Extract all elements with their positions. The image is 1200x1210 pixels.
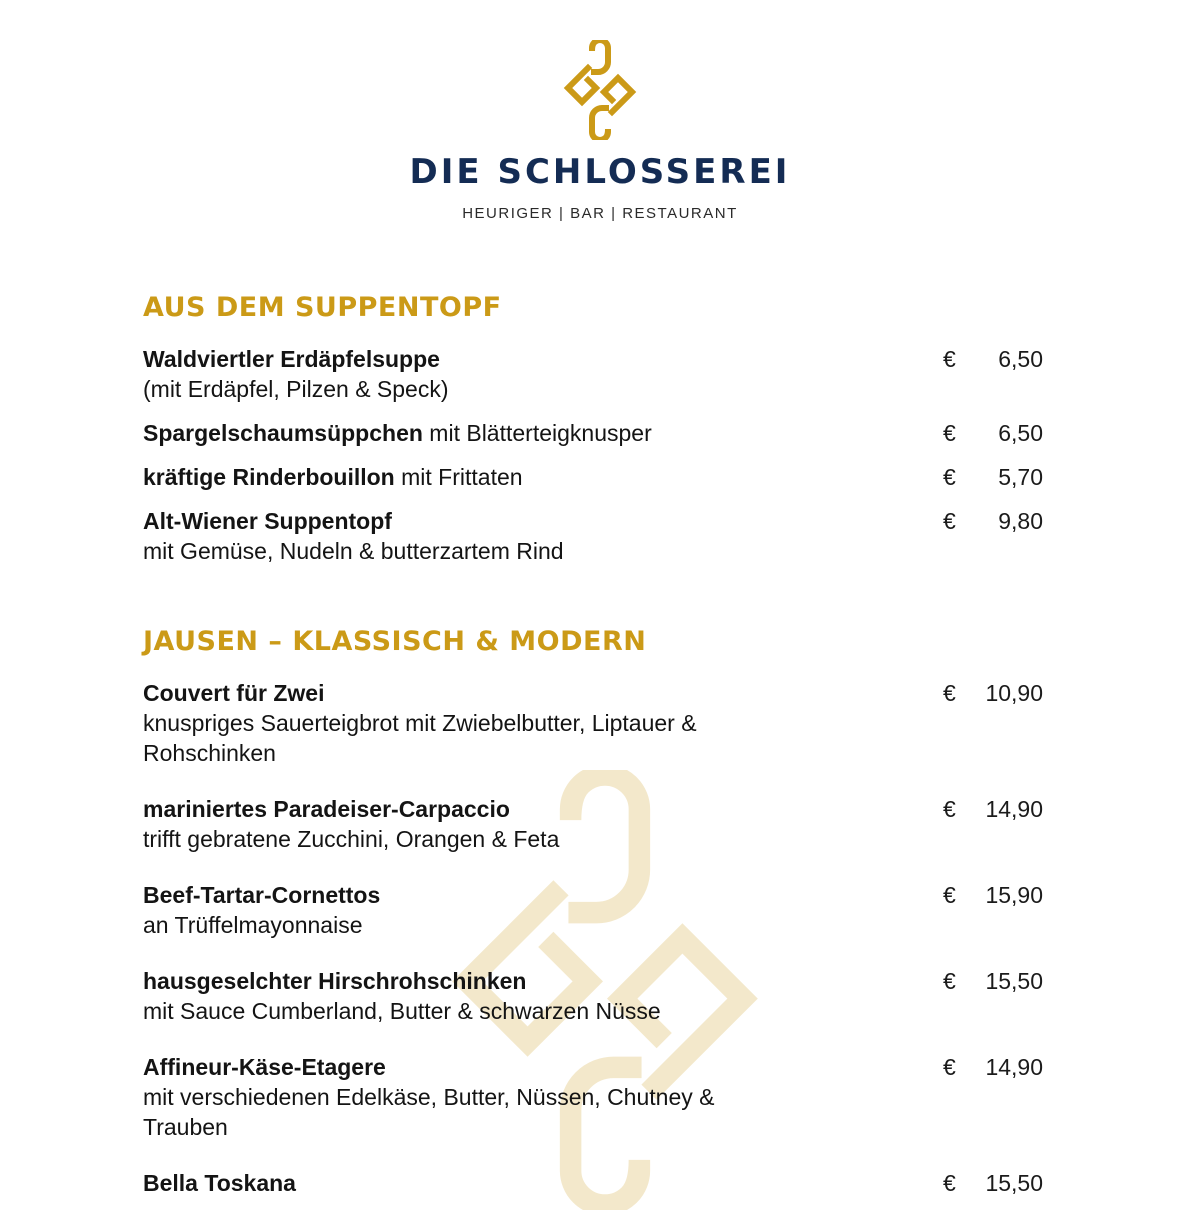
currency-symbol: € [943,796,956,822]
menu-item-price [943,966,1043,996]
menu-item-price [943,1052,1043,1082]
menu-item-name: Affineur-Käse-Etagere [143,1054,386,1080]
menu-item-price [943,418,1043,448]
currency-symbol: € [943,420,956,446]
price-value: 9,80 [998,508,1043,534]
currency-symbol: € [943,346,956,372]
menu-item-name: Alt-Wiener Suppentopf [143,508,392,534]
menu-item-text [143,1052,803,1142]
menu-item [143,462,1043,492]
menu-item [143,418,1043,448]
currency-symbol: € [943,882,956,908]
price-value: 14,90 [985,796,1043,822]
section-suppentopf [143,286,1043,566]
menu-item-desc: mit verschiedenen Edelkäse, Butter, Nüssen, Chutney & Trauben [143,1084,715,1140]
brand-tagline: HEURIGER | BAR | RESTAURANT [462,205,738,222]
menu-item [143,1168,1043,1198]
price-value: 5,70 [998,464,1043,490]
menu-item-price [943,344,1043,374]
menu-item-text [143,418,803,448]
menu-item-text [143,1168,803,1198]
menu-item-list [143,344,1043,566]
menu-item-price [943,462,1043,492]
price-value: 15,50 [985,1170,1043,1196]
menu-item-desc: an Trüffelmayonnaise [143,912,363,938]
price-value: 6,50 [998,346,1043,372]
price-value: 15,90 [985,882,1043,908]
menu-item-price [943,506,1043,536]
section-title: AUS DEM SUPPENTOPF [143,292,502,323]
menu-item-name: Bella Toskana [143,1170,296,1196]
currency-symbol: € [943,1170,956,1196]
menu-item-name: Waldviertler Erdäpfelsuppe [143,346,440,372]
menu-content [143,286,1043,1198]
menu-item-desc: trifft gebratene Zucchini, Orangen & Feta [143,826,560,852]
menu-item [143,1052,1043,1142]
menu-item-name: mariniertes Paradeiser-Carpaccio [143,796,510,822]
menu-item-text [143,678,803,768]
menu-item-text [143,506,803,566]
currency-symbol: € [943,680,956,706]
currency-symbol: € [943,464,956,490]
menu-header [0,40,1200,224]
menu-item [143,966,1043,1026]
menu-item-desc: mit Sauce Cumberland, Butter & schwarzen Nüsse [143,998,661,1024]
price-value: 6,50 [998,420,1043,446]
menu-item [143,678,1043,768]
menu-item-text [143,880,803,940]
menu-item-text [143,966,803,1026]
menu-item [143,880,1043,940]
menu-item-desc: knuspriges Sauerteigbrot mit Zwiebelbutter, Liptauer & Rohschinken [143,710,697,766]
menu-item-text [143,794,803,854]
price-value: 15,50 [985,968,1043,994]
menu-item-name: Spargelschaumsüppchen [143,420,423,446]
menu-item-price [943,1168,1043,1198]
menu-item-inline-desc: mit Blätterteigknusper [422,420,652,446]
section-title: JAUSEN – KLASSISCH & MODERN [143,626,647,657]
menu-item-name: Couvert für Zwei [143,680,325,706]
menu-item-name: kräftige Rinderbouillon [143,464,395,490]
menu-item-desc: mit Gemüse, Nudeln & butterzartem Rind [143,538,564,564]
section-jausen [143,620,1043,1198]
menu-item-price [943,678,1043,708]
menu-item-price [943,880,1043,910]
menu-item-list [143,678,1043,1198]
menu-item-text [143,462,803,492]
menu-item [143,794,1043,854]
schlosserei-knot-logo-icon [550,40,650,140]
price-value: 14,90 [985,1054,1043,1080]
menu-item [143,344,1043,404]
menu-item [143,506,1043,566]
currency-symbol: € [943,968,956,994]
brand-name: DIE SCHLOSSEREI [409,152,791,192]
menu-item-desc: (mit Erdäpfel, Pilzen & Speck) [143,376,449,402]
price-value: 10,90 [985,680,1043,706]
menu-item-inline-desc: mit Frittaten [394,464,523,490]
menu-item-name: hausgeselchter Hirschrohschinken [143,968,527,994]
currency-symbol: € [943,508,956,534]
menu-item-name: Beef-Tartar-Cornettos [143,882,381,908]
menu-item-text [143,344,803,404]
currency-symbol: € [943,1054,956,1080]
menu-item-price [943,794,1043,824]
